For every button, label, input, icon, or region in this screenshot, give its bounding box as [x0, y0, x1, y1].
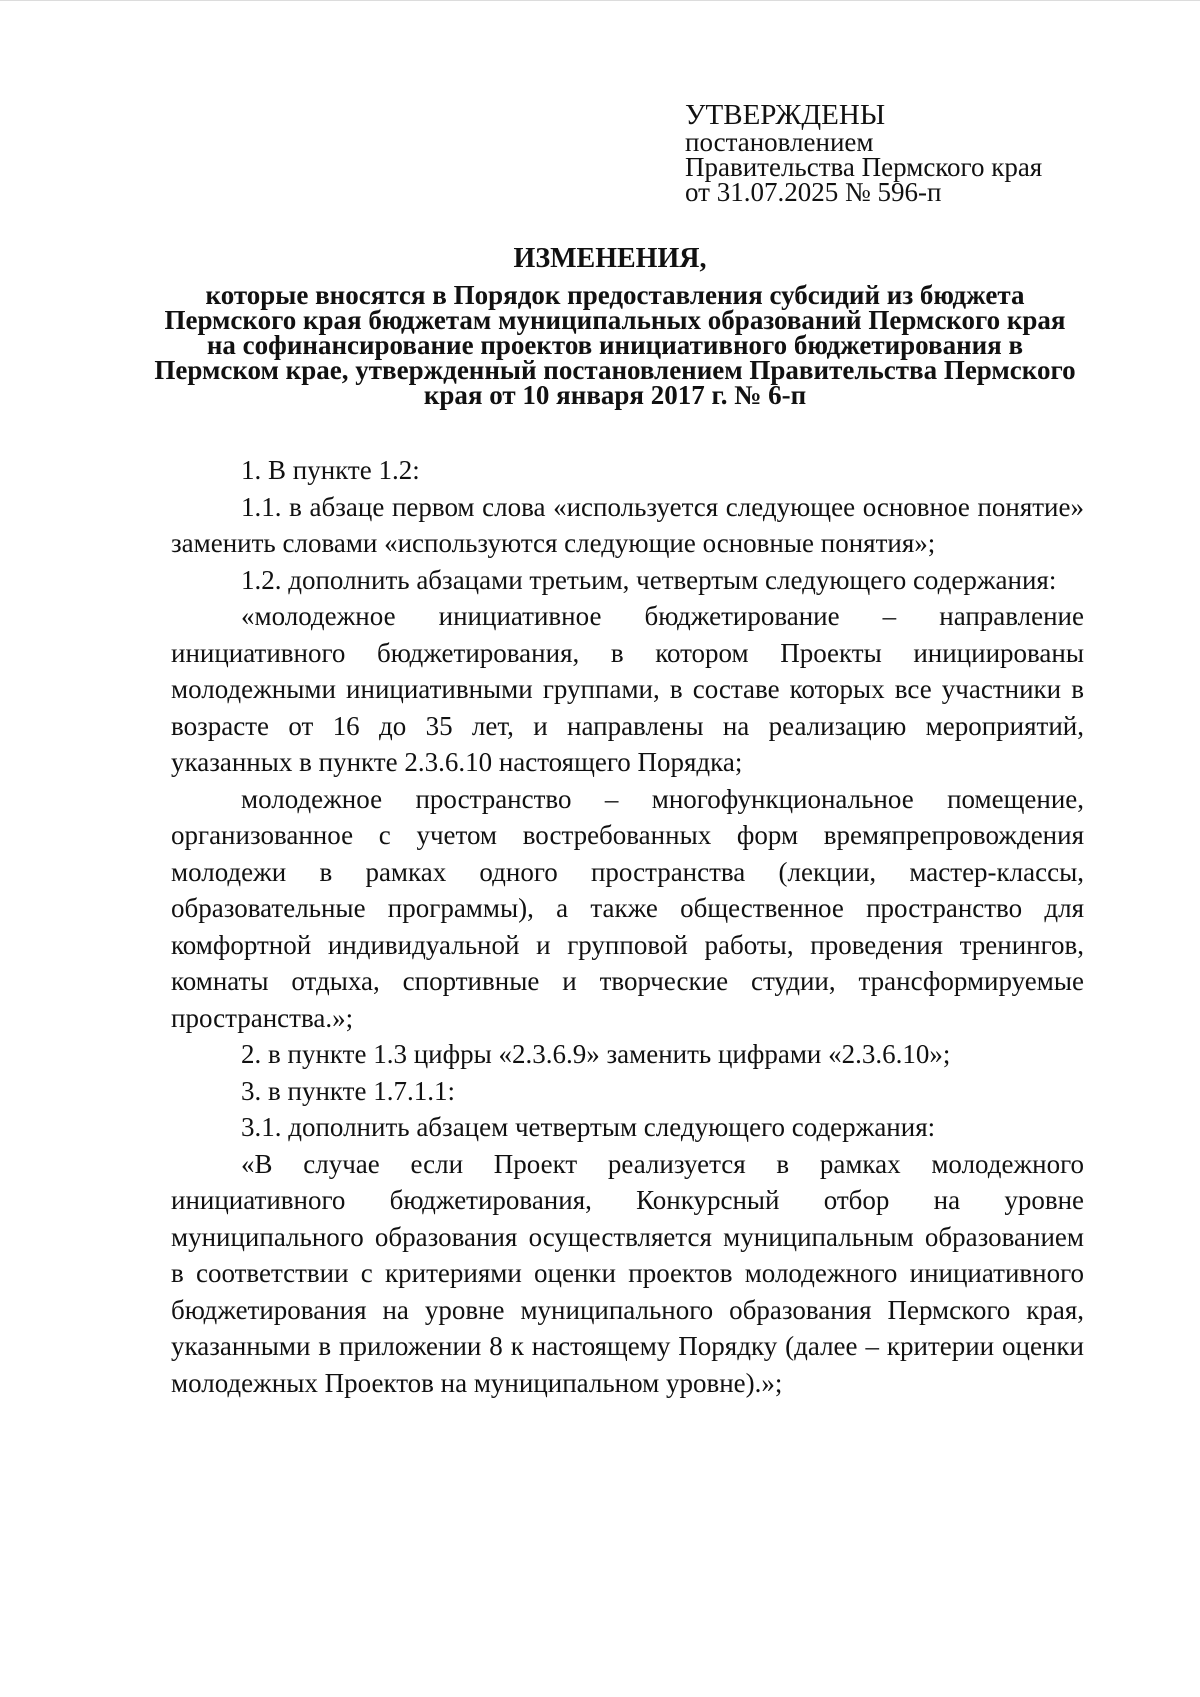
- paragraph-3: 3. в пункте 1.7.1.1:: [241, 1075, 455, 1106]
- document-subtitle: которые вносятся в Порядок предоставления субсидий из бюджета Пермского края бюджетам муниципальных образований Пермского края на софинансирование проектов инициативного бюджетирования в Пермском крае, утвержденный постановлением Правительства Пермского края от 10 января 2017 г. № 6-п: [154, 280, 1076, 410]
- approval-line-2: Правительства Пермского края: [685, 152, 1043, 182]
- paragraph-1: 1. В пункте 1.2:: [241, 455, 420, 485]
- document-title: ИЗМЕНЕНИЯ,: [513, 243, 707, 274]
- document-body: [171, 452, 1084, 1401]
- approval-stamp: [685, 100, 1105, 205]
- scan-edge: [0, 0, 1200, 1]
- paragraph-quote-competition: «В случае если Проект реализуется в рамках молодежного инициативного бюджетирования, Конкурсный отбор на уровне муниципального образования осуществляется муниципальным образованием в соответствии с критериями оценки проектов молодежного инициативного бюджетирования на уровне муниципального образования Пермского края, указанными в приложении 8 к настоящему Порядку (далее – критерии оценки молодежных Проектов на муниципальном уровне).»;: [171, 1148, 1084, 1398]
- approval-line-3: от 31.07.2025 № 596-п: [685, 177, 942, 207]
- paragraph-1-1: 1.1. в абзаце первом слова «используется следующее основное понятие» заменить словами «используются следующие основные понятия»;: [171, 491, 1084, 558]
- approval-heading: УТВЕРЖДЕНЫ: [685, 99, 886, 131]
- paragraph-1-2: 1.2. дополнить абзацами третьим, четвертым следующего содержания:: [241, 564, 1057, 595]
- paragraph-2: 2. в пункте 1.3 цифры «2.3.6.9» заменить цифрами «2.3.6.10»;: [241, 1039, 951, 1069]
- paragraph-3-1: 3.1. дополнить абзацем четвертым следующего содержания:: [241, 1112, 936, 1142]
- paragraph-quote-youth-space: молодежное пространство – многофункциональное помещение, организованное с учетом востребованных форм времяпрепровождения молодежи в рамках одного пространства (лекции, мастер-классы, образовательные программы), а также общественное пространство для комфортной индивидуальной и групповой работы, проведения тренингов, комнаты отдыха, спортивные и творческие студии, трансформируемые пространства.»;: [171, 783, 1084, 1033]
- approval-line-1: постановлением: [685, 127, 874, 157]
- paragraph-quote-youth-budgeting: «молодежное инициативное бюджетирование – направление инициативного бюджетирования, в котором Проекты инициированы молодежными инициативными группами, в составе которых все участники в возрасте от 16 до 35 лет, и направлены на реализацию мероприятий, указанных в пункте 2.3.6.10 настоящего Порядка;: [171, 601, 1084, 777]
